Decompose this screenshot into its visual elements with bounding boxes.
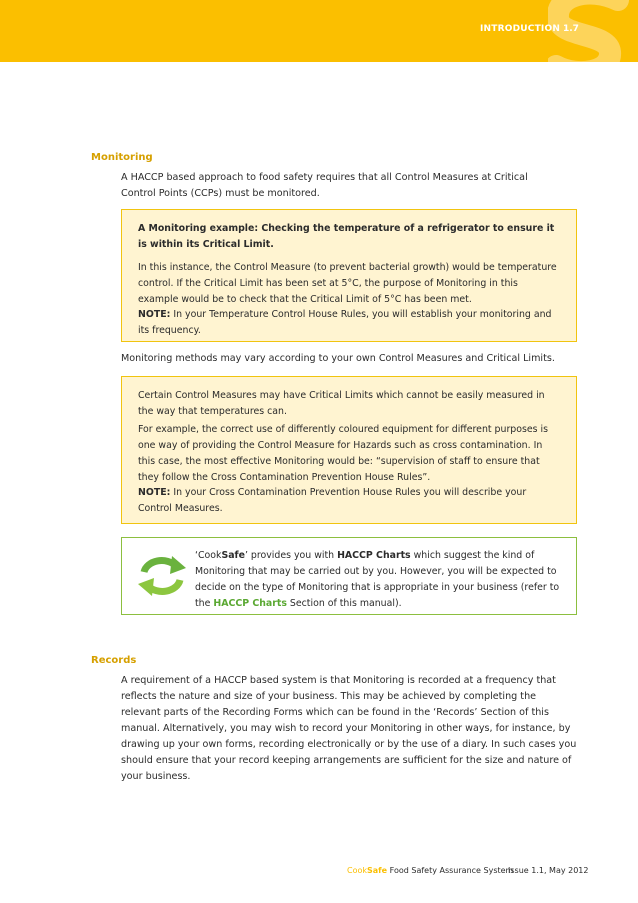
footer-brand-cook: Cook xyxy=(347,866,368,875)
example-note xyxy=(138,307,558,339)
critical-limits-p2: For example, the correct use of differently coloured equipment for different purposes is one way of providing the Control Measure for Hazards such as cross contamination. In this case, the most effective Monitoring would be: “supervision of staff to ensure that they follow the Cross Contamination Prevention House Rules”. xyxy=(138,424,548,483)
example-body: In this instance, the Control Measure (to prevent bacterial growth) would be temperature control. If the Critical Limit has been set at 5°C, the purpose of Monitoring in this example would be to check that the Critical Limit of 5°C has been met. xyxy=(138,262,557,305)
monitoring-methods: Monitoring methods may vary according to your own Control Measures and Critical Limits. xyxy=(121,353,555,364)
tip-text-part: ’ provides you with xyxy=(244,550,338,561)
page-number: 1.7 xyxy=(563,24,579,34)
footer-brand-safe: Safe xyxy=(367,866,388,875)
note-label: NOTE: xyxy=(138,487,171,498)
note-text: In your Temperature Control House Rules, you will establish your monitoring and its frequency. xyxy=(138,309,552,336)
recycle-arrows-icon xyxy=(136,552,188,600)
monitoring-heading: Monitoring xyxy=(91,152,153,163)
footer-brand xyxy=(347,866,513,875)
tip-haccp-charts: HACCP Charts xyxy=(337,550,411,561)
monitoring-intro: A HACCP based approach to food safety requires that all Control Measures at Critical Control Points (CCPs) must be monitored. xyxy=(121,172,528,199)
monitoring-example-box xyxy=(121,209,577,342)
cooksafe-logo-watermark xyxy=(548,0,634,62)
tip-brand-safe: Safe xyxy=(221,550,245,561)
critical-limits-p1: Certain Control Measures may have Critical Limits which cannot be easily measured in the way that temperatures can. xyxy=(138,390,545,417)
example-title: A Monitoring example: Checking the temperature of a refrigerator to ensure it is within its Critical Limit. xyxy=(138,223,555,250)
note-text: In your Cross Contamination Prevention House Rules you will describe your Control Measures. xyxy=(138,487,527,514)
tip-text-part: Section of this manual). xyxy=(286,598,402,609)
page-header xyxy=(0,0,638,62)
cooksafe-tip-text xyxy=(195,548,565,612)
footer-issue: Issue 1.1, May 2012 xyxy=(508,866,589,875)
tip-text-part: ‘Cook xyxy=(195,550,222,561)
records-body: A requirement of a HACCP based system is that Monitoring is recorded at a frequency that reflects the nature and size of your business. This may be achieved by completing the relevant parts of the Recording Forms which can be found in the ‘Records’ Section of this manual. Alternatively, you may wish to record your Monitoring in other ways, for instance, by drawing up your own forms, recording electronically or by the use of a diary. In such cases you should ensure that your record keeping arrangements are sufficient for the size and nature of your business. xyxy=(121,675,577,782)
section-title: INTRODUCTION xyxy=(480,24,561,34)
critical-limits-box xyxy=(121,376,577,524)
records-heading: Records xyxy=(91,655,137,666)
critical-limits-note xyxy=(138,485,558,517)
note-label: NOTE: xyxy=(138,309,171,320)
tip-haccp-charts-link[interactable]: HACCP Charts xyxy=(213,598,287,609)
footer-system: Food Safety Assurance System xyxy=(387,866,514,875)
cooksafe-tip-box xyxy=(121,537,577,615)
tip-text-part: which suggest the kind of Monitoring that may be carried out by you. However, you will be expected to decide on the type of Monitoring that is appropriate in your business (refer to the xyxy=(195,550,560,609)
